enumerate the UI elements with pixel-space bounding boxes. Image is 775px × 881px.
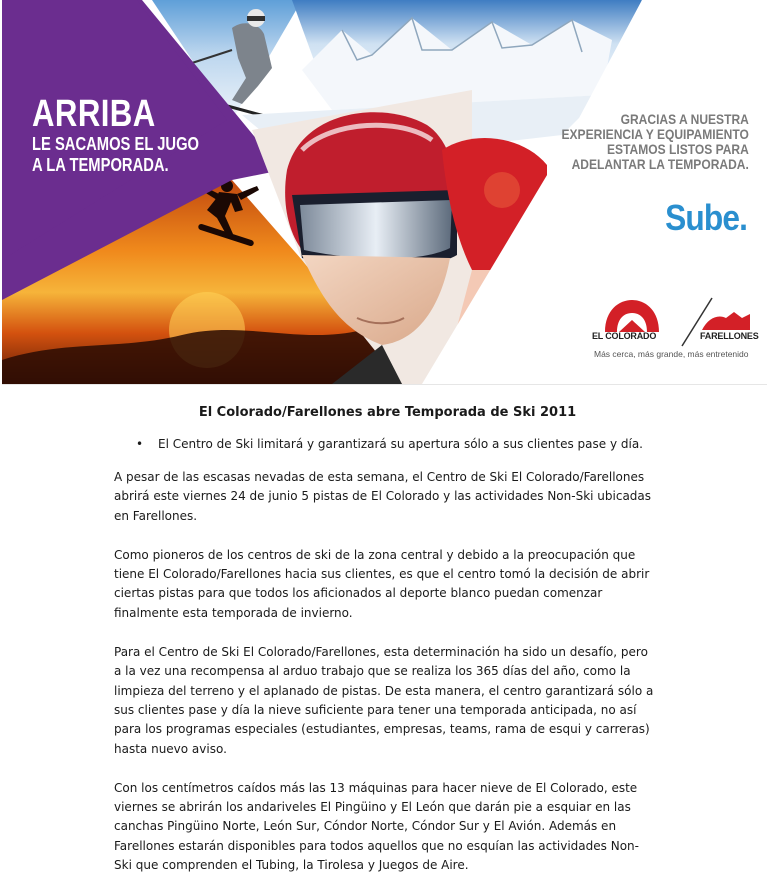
headline-line-1: LE SACAMOS EL JUGO [32,134,200,154]
sube-slogan: Sube. [665,197,747,238]
bullet-item [136,435,654,453]
paragraph-2: Como pioneros de los centros de ski de la zona central y debido a la preocupación que tiene El Colorado/Farellones hacia sus clientes, es que el centro tomó la decisión de abrir ciertas pistas para que todos los aficionados al deporte blanco puedan comenzar finalmente esta temporada de invierno. [114,547,650,620]
article-title: El Colorado/Farellones abre Temporada de Ski 2011 [198,405,577,420]
brand-tagline: Más cerca, más grande, más entretenido [594,349,749,359]
right-copy-line-4: ADELANTAR LA TEMPORADA. [571,156,749,173]
bullet-text: El Centro de Ski limitará y garantizará su apertura sólo a sus clientes pase y día. [158,437,643,451]
farellones-logo: FARELLONES [700,331,759,341]
el-colorado-logo: EL COLORADO [592,331,657,341]
banner-right-copy [562,112,749,172]
right-copy-line-2: EXPERIENCIA Y EQUIPAMIENTO [561,126,749,143]
promo-banner [2,0,767,385]
headline-line-2: A LA TEMPORADA. [32,154,169,175]
paragraph-1: A pesar de las escasas nevadas de esta semana, el Centro de Ski El Colorado/Farellones abrirá este viernes 24 de junio 5 pistas de El Colorado y las actividades Non-Ski ubicadas en Farellones. [114,470,652,523]
right-copy-line-3: ESTAMOS LISTOS PARA [607,141,749,158]
right-copy-line-1: GRACIAS A NUESTRA [620,111,749,127]
paragraph-4: Con los centímetros caídos más las 13 máquinas para hacer nieve de El Colorado, este viernes se abrirán los andariveles El Pingüino y El León que darán pie a esquiar en las canchas Pingüino Norte, León Sur, Cóndor Norte, Cóndor Sur y El Avión. Además en Farellones estarán disponibles para todos aquellos que no esquían las actividades Non-Ski que comprenden el Tubing, la Tirolesa y Juegos de Aire. [114,780,639,873]
banner-headline [32,95,199,175]
paragraph-3: Para el Centro de Ski El Colorado/Farellones, esta determinación ha sido un desafío, pero a la vez una recompensa al arduo trabajo que se realiza los 365 días del año, como la limpieza del terreno y el aplanado de pistas. De esta manera, el centro garantizará sólo a sus clientes pase y día la nieve suficiente para tener una temporada anticipada, no así para los programas especiales (estudiantes, empresas, teams, rama de esqui y carreras) hasta nuevo aviso. [114,645,654,756]
headline-big: ARRIBA [32,93,156,135]
article-body [0,405,654,875]
bullet-dot-icon: • [136,437,144,451]
